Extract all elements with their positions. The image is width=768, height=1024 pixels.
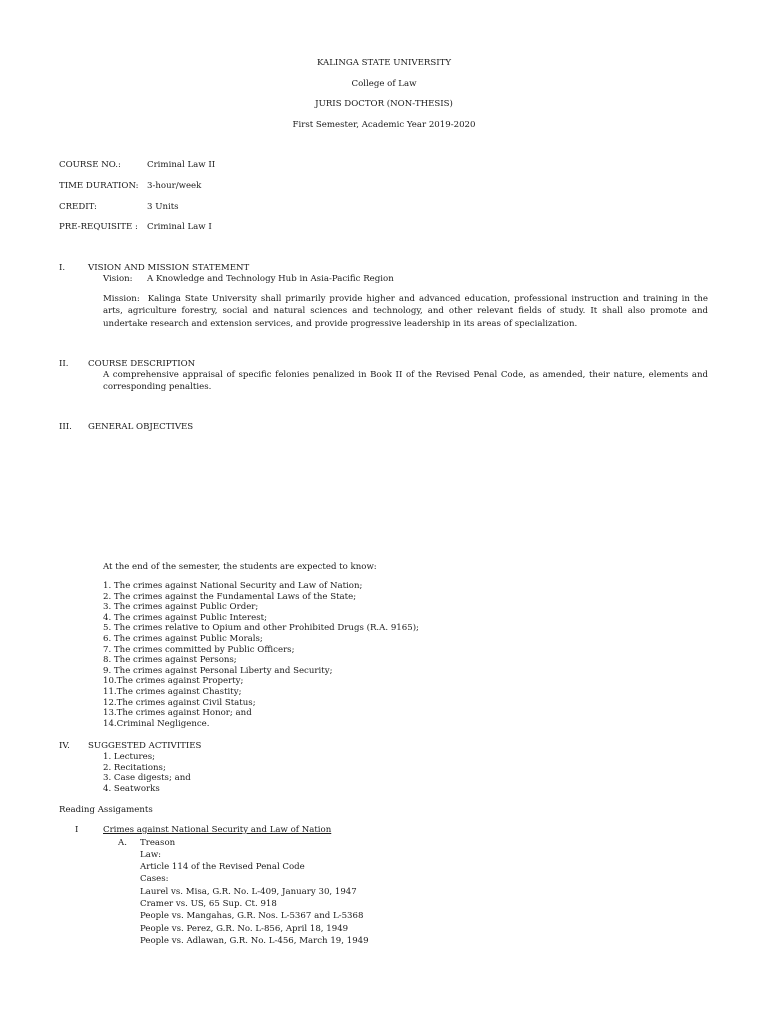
objectives-intro: At the end of the semester, the students are expected to know: bbox=[103, 562, 377, 572]
list-item: 2. Recitations; bbox=[103, 762, 166, 773]
part-number: I bbox=[75, 825, 79, 835]
list-item: 11.The crimes against Chastity; bbox=[103, 686, 242, 697]
list-item: 13.The crimes against Honor; and bbox=[103, 708, 252, 719]
time-duration-value: 3-hour/week bbox=[147, 181, 202, 191]
course-no-value: Criminal Law II bbox=[147, 160, 216, 170]
mission-text: Kalinga State University shall primarily provide higher and advanced education, professional instruction and training in the arts, agriculture forestry, social and natural sciences and technology, and other relevant fields of study. It shall also promote and undertake research and extension services, and provide progressive leadership in its areas of specialization. bbox=[103, 294, 709, 329]
section1-number: I. bbox=[59, 263, 66, 273]
list-item: People vs. Mangahas, G.R. Nos. L-5367 and L-5368 bbox=[140, 911, 364, 922]
academic-term: First Semester, Academic Year 2019-2020 bbox=[292, 120, 476, 130]
list-item: 5. The crimes relative to Opium and other Prohibited Drugs (R.A. 9165); bbox=[103, 623, 419, 634]
program-name: JURIS DOCTOR (NON-THESIS) bbox=[315, 99, 453, 109]
section3-number: III. bbox=[59, 422, 72, 432]
part-title: Crimes against National Security and Law of Nation bbox=[103, 825, 332, 835]
section1-heading: VISION AND MISSION STATEMENT bbox=[88, 263, 250, 273]
list-item: Cramer vs. US, 65 Sup. Ct. 918 bbox=[140, 899, 277, 910]
list-item: 7. The crimes committed by Public Officers; bbox=[103, 644, 295, 655]
credit-label: CREDIT: bbox=[59, 202, 97, 212]
section2-number: II. bbox=[59, 359, 69, 369]
list-item: 1. The crimes against National Security and Law of Nation; bbox=[103, 581, 363, 591]
vision-label: Vision: bbox=[103, 274, 133, 284]
subsection-title: Treason bbox=[140, 838, 176, 848]
time-duration-label: TIME DURATION: bbox=[59, 181, 139, 191]
law-text: Article 114 of the Revised Penal Code bbox=[140, 862, 305, 872]
list-item: 8. The crimes against Persons; bbox=[103, 655, 237, 666]
subsection-letter: A. bbox=[118, 838, 127, 848]
cases-list bbox=[140, 886, 369, 947]
course-no-label: COURSE NO.: bbox=[59, 160, 121, 170]
list-item: 3. Case digests; and bbox=[103, 773, 191, 784]
credit-value: 3 Units bbox=[147, 202, 179, 212]
reading-heading: Reading Assigaments bbox=[59, 805, 153, 815]
list-item: 14.Criminal Negligence. bbox=[103, 718, 210, 729]
list-item: 3. The crimes against Public Order; bbox=[103, 602, 259, 613]
vision-text: A Knowledge and Technology Hub in Asia-Pacific Region bbox=[147, 274, 394, 284]
mission-paragraph bbox=[103, 293, 708, 330]
list-item: 10.The crimes against Property; bbox=[103, 676, 244, 687]
course-description-text: A comprehensive appraisal of specific felonies penalized in Book II of the Revised Penal Code, as amended, their nature, elements and corresponding penalties. bbox=[103, 370, 708, 393]
list-item: People vs. Adlawan, G.R. No. L-456, March 19, 1949 bbox=[140, 935, 369, 946]
list-item: People vs. Perez, G.R. No. L-856, April 18, 1949 bbox=[140, 923, 349, 934]
objectives-list bbox=[103, 581, 419, 729]
list-item: 4. The crimes against Public Interest; bbox=[103, 612, 267, 623]
cases-label: Cases: bbox=[140, 874, 169, 884]
section4-number: IV. bbox=[59, 741, 70, 751]
activities-list bbox=[103, 752, 191, 794]
list-item: 2. The crimes against the Fundamental Laws of the State; bbox=[103, 591, 357, 602]
section2-heading: COURSE DESCRIPTION bbox=[88, 359, 196, 369]
list-item: 1. Lectures; bbox=[103, 752, 156, 762]
section4-heading: SUGGESTED ACTIVITIES bbox=[88, 741, 202, 751]
list-item: 12.The crimes against Civil Status; bbox=[103, 697, 256, 708]
list-item: 6. The crimes against Public Morals; bbox=[103, 633, 263, 644]
list-item: 9. The crimes against Personal Liberty and Security; bbox=[103, 665, 333, 676]
list-item: 4. Seatworks bbox=[103, 783, 160, 794]
prerequisite-label: PRE-REQUISITE : bbox=[59, 222, 138, 232]
mission-label: Mission: bbox=[103, 294, 140, 304]
prerequisite-value: Criminal Law I bbox=[147, 222, 212, 232]
university-title: KALINGA STATE UNIVERSITY bbox=[316, 58, 452, 68]
college-name: College of Law bbox=[351, 79, 417, 89]
list-item: Laurel vs. Misa, G.R. No. L-409, January 30, 1947 bbox=[140, 887, 357, 897]
section3-heading: GENERAL OBJECTIVES bbox=[88, 422, 194, 432]
law-label: Law: bbox=[140, 850, 162, 860]
